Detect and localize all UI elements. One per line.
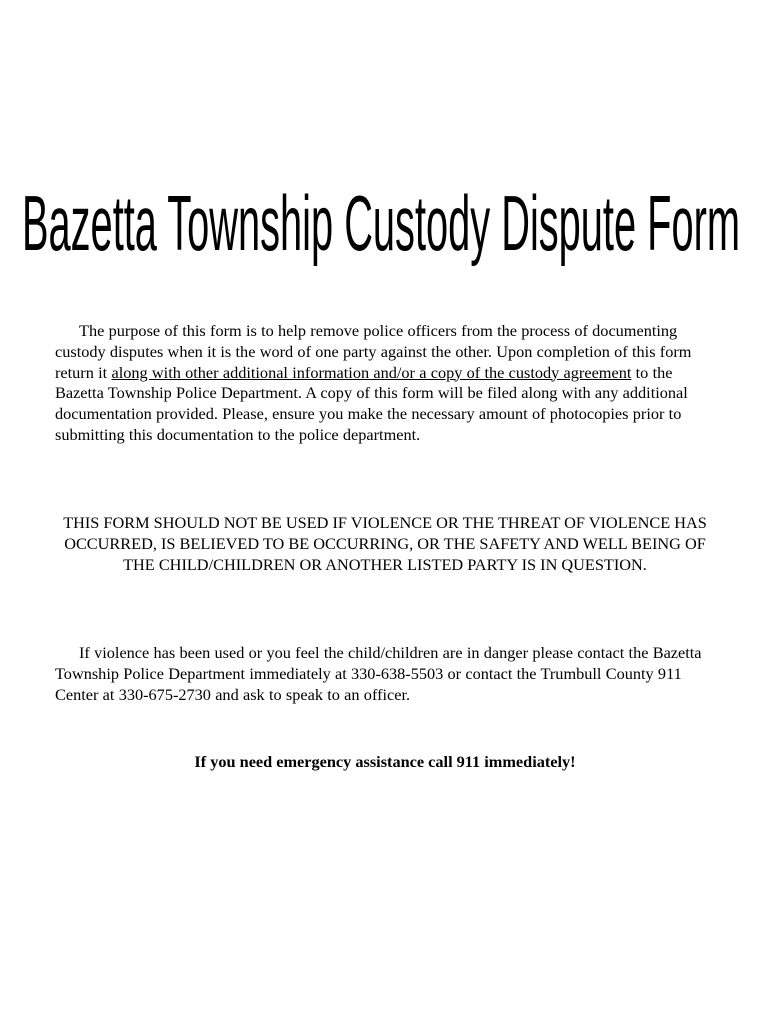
- emergency-notice: If you need emergency assistance call 911 immediately!: [194, 752, 576, 771]
- purpose-text-end: to the Bazetta Township Police Department. A copy of this form will be filed along with any additional documentation provided. Please, ensure you make the necessary amount of photocopies prior to submitting this documentation to the police department.: [55, 362, 688, 444]
- document-title-graphic: [22, 168, 748, 278]
- purpose-underlined-requirement: along with other additional information and/or a copy of the custody agreement: [111, 362, 632, 382]
- purpose-paragraph: [55, 321, 715, 446]
- violence-warning: THIS FORM SHOULD NOT BE USED IF VIOLENCE OR THE THREAT OF VIOLENCE HAS OCCURRED, IS BELIEVED TO BE OCCURRING, OR THE SAFETY AND WELL BEING OF THE CHILD/CHILDREN OR ANOTHER LISTED PARTY IS IN QUESTION.: [63, 513, 707, 574]
- purpose-text-start: The purpose of this form is to help remove police officers from the process of documenting custody disputes when it is the word of one party against the other. Upon completion of this form return it: [55, 321, 692, 382]
- violence-contact-paragraph: If violence has been used or you feel the child/children are in danger please contact the Bazetta Township Police Department immediately at 330-638-5503 or contact the Trumbull County 911 Center at 330-675-2730 and ask to speak to an officer.: [55, 643, 702, 704]
- document-title: [22, 168, 748, 278]
- document-title-text: Bazetta Township Custody Dispute Form: [22, 179, 740, 267]
